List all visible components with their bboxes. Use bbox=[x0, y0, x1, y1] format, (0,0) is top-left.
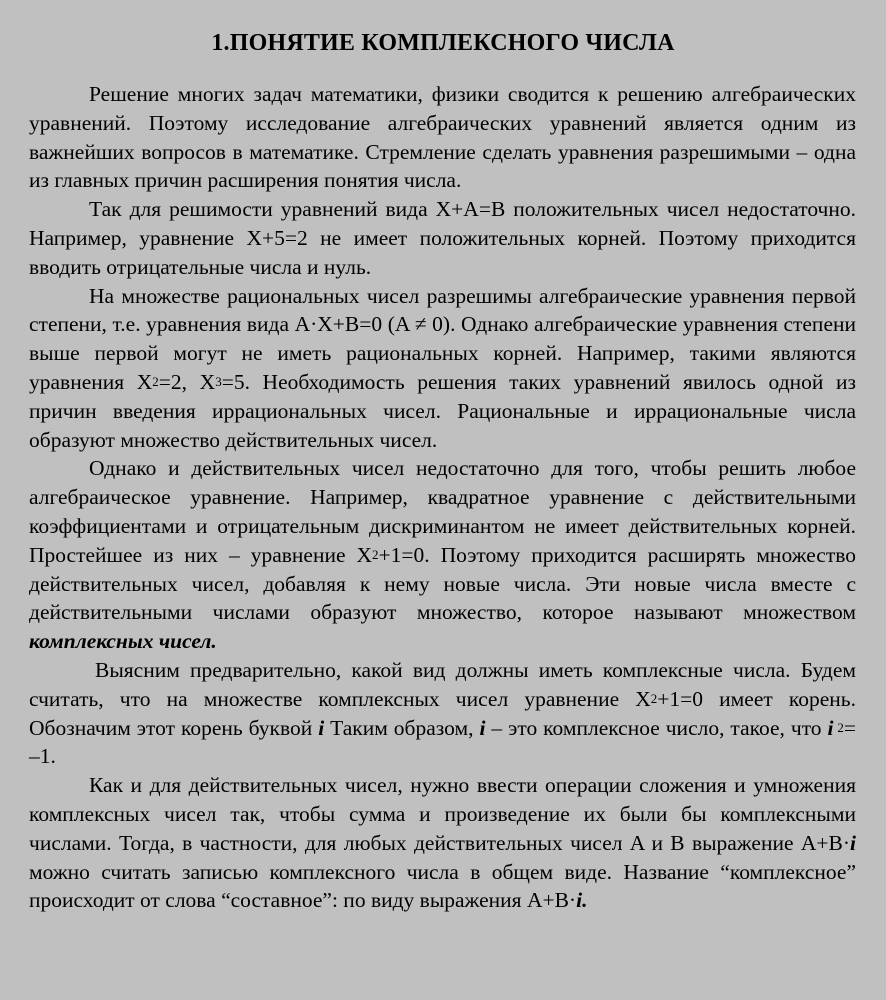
text-run: Таким образом, bbox=[324, 715, 480, 740]
paragraph-2: Так для решимости уравнений вида X+A=B положительных чисел недостаточно. Например, уравнение X+5=2 не имеет положительных корней. Поэтому приходится вводить отрицательные числа и нуль. bbox=[29, 197, 856, 279]
text-run: Выясним предварительно, какой вид должны иметь комплексные числа. Будем считать, что на множестве комплексных чисел уравнение X bbox=[29, 657, 856, 711]
superscript: 2 bbox=[152, 373, 159, 389]
page-title: 1.ПОНЯТИЕ КОМПЛЕКСНОГО ЧИСЛА bbox=[211, 30, 675, 56]
imaginary-unit: i. bbox=[576, 888, 588, 913]
paragraph-1: Решение многих задач математики, физики сводится к решению алгебраических уравнений. Поэтому исследование алгебраических уравнений является одним из важнейших вопросов в математике. Стремление сделать уравнения разрешимыми – одна из главных причин расширения понятия числа. bbox=[29, 82, 856, 193]
text-run: =5. Необходимость решения таких уравнений явилось одной из причин введения иррациональных чисел. Рациональные и иррациональные числа образуют множество действительных чисел. bbox=[29, 369, 857, 452]
superscript: 2 bbox=[833, 719, 844, 735]
text-run: = –1. bbox=[29, 715, 856, 769]
document-body bbox=[29, 80, 856, 915]
text-run: можно считать записью комплексного числа в общем виде. Название “комплексное” происходит от слова “составное”: по виду выражения A+B· bbox=[29, 859, 856, 913]
imaginary-unit: i bbox=[318, 715, 325, 740]
text-run: На множестве рациональных чисел разрешимы алгебраические уравнения первой степени, т.е. уравнения вида A·X+B=0 (A ≠ 0). Однако алгебраические уравнения степени выше первой могут не иметь рациональных корней. Например, такими являются уравнения X bbox=[29, 283, 856, 394]
imaginary-unit: i bbox=[827, 715, 834, 740]
text-run: Однако и действительных чисел недостаточно для того, чтобы решить любое алгебраическое уравнение. Например, квадратное уравнение с действительными коэффициентами и отрицательным дискриминантом не имеет действительных корней. Простейшее из них – уравнение X bbox=[29, 456, 856, 567]
text-run: Как и для действительных чисел, нужно ввести операции сложения и умножения комплексных чисел так, чтобы сумма и произведение их были бы комплексными числами. Тогда, в частности, для любых действительных чисел A и B выражение A+B· bbox=[29, 773, 856, 855]
paragraph-3 bbox=[29, 282, 856, 455]
imaginary-unit: i bbox=[850, 830, 856, 855]
superscript: 2 bbox=[372, 546, 379, 562]
defined-term: комплексных чисел. bbox=[29, 629, 217, 654]
text-run: – это комплексное число, такое, что bbox=[485, 715, 828, 740]
text-run: =2, X bbox=[158, 369, 216, 394]
imaginary-unit: i bbox=[479, 715, 486, 740]
text-run: +1=0 имеет корень. Обозначим этот корень буквой bbox=[29, 686, 856, 740]
superscript: 3 bbox=[215, 373, 222, 389]
paragraph-5 bbox=[29, 656, 856, 771]
paragraph-4 bbox=[29, 454, 856, 656]
superscript: 2 bbox=[650, 690, 658, 706]
paragraph-6 bbox=[29, 771, 856, 915]
text-run: +1=0. Поэтому приходится расширять множество действительных чисел, добавляя к нему новые числа. Эти новые числа вместе с действительными числами образуют множество, которое называют множеством bbox=[29, 542, 856, 625]
